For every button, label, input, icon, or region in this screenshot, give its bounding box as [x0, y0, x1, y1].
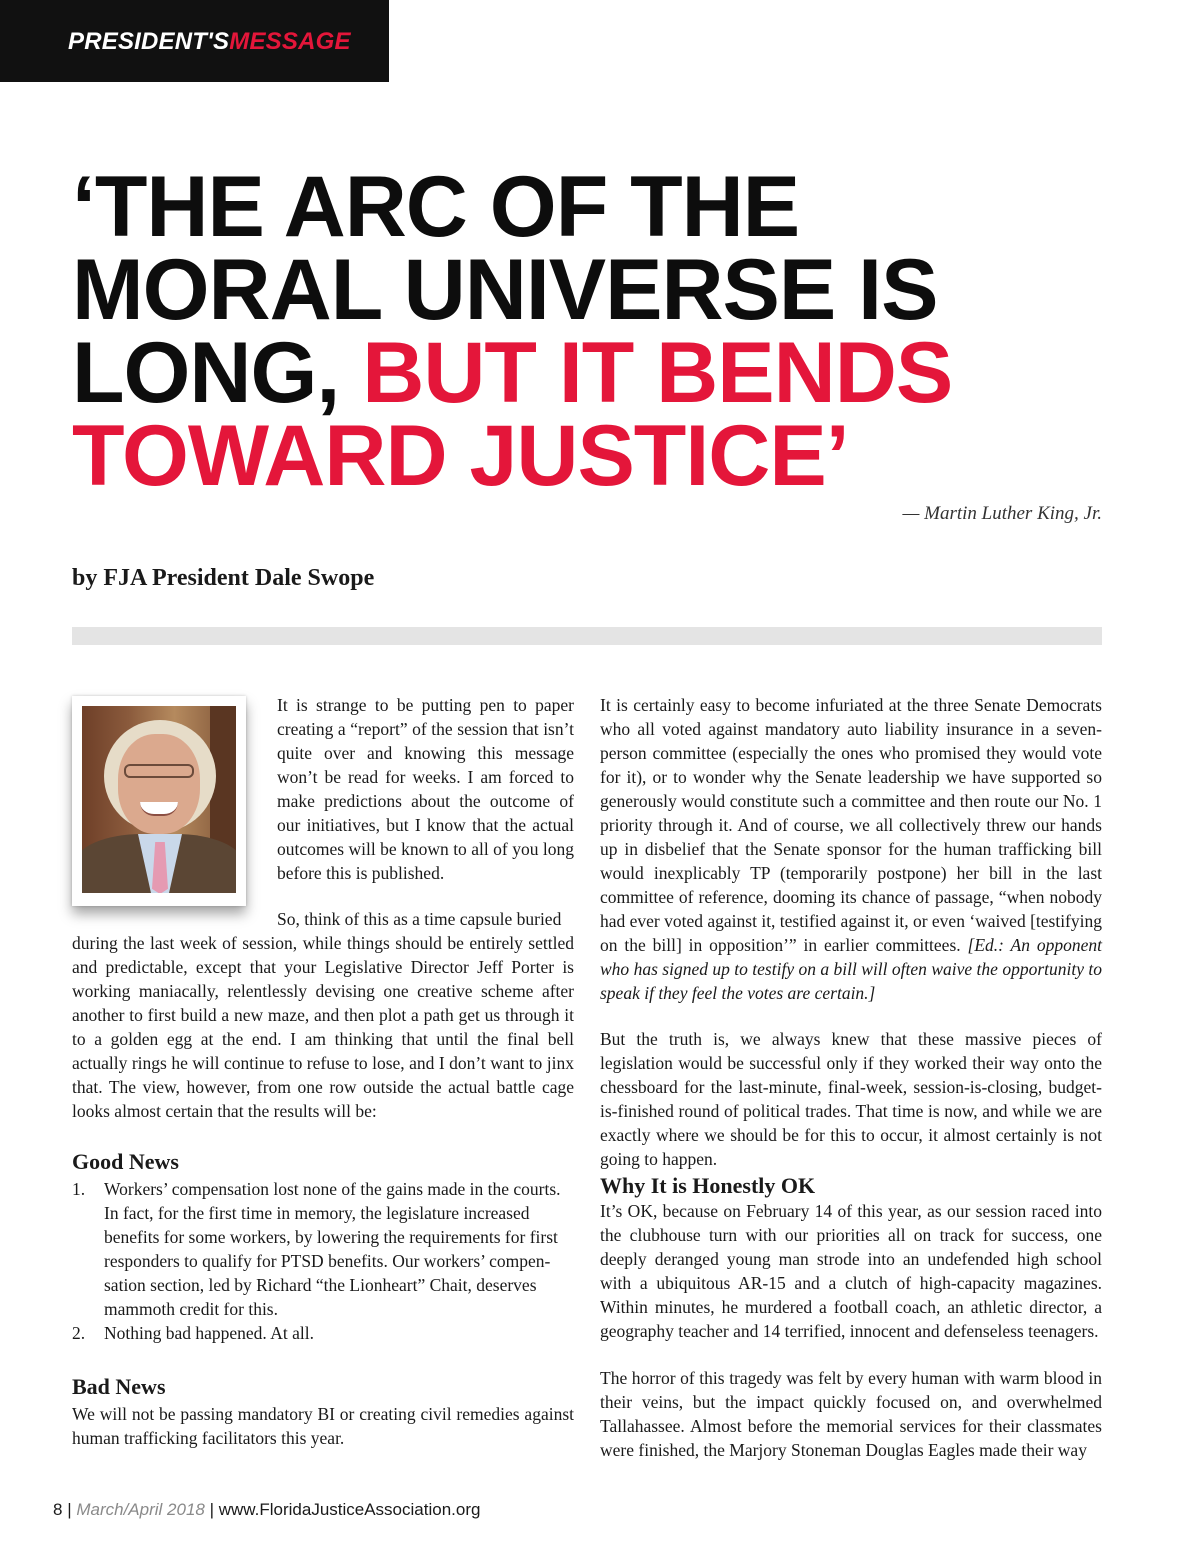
website-link[interactable]: www.FloridaJusticeAssociation.org — [218, 1500, 481, 1519]
section-label-president: PRESIDENT'S — [68, 28, 230, 55]
author-photo — [72, 696, 246, 906]
editor-note: [Ed.: An opponent who has signed up to testify on a bill will often waive the opportunity to speak if they feel the votes are certain.] — [600, 935, 1102, 1003]
list-number: 1. — [72, 1179, 86, 1199]
capsule-paragraph-lead: So, think of this as a time capsule buried — [277, 909, 562, 929]
byline: by FJA President Dale Swope — [72, 565, 375, 591]
headline — [72, 159, 1152, 504]
issue-date: March/April 2018 — [76, 1500, 205, 1519]
list-text: Nothing bad happened. At all. — [104, 1323, 314, 1343]
quote-attribution: — Martin Luther King, Jr. — [902, 503, 1102, 524]
right-paragraph-4: The horror of this tragedy was felt by every human with warm blood in their veins, but the impact quickly focused on, and overwhelmed Tallahassee. Almost before the memorial services for their classmates were finished, the Marjory Stoneman Douglas Eagles made their way — [600, 1368, 1102, 1460]
list-item — [72, 1321, 574, 1345]
divider-rule — [72, 627, 1102, 645]
page-number: 8 — [53, 1500, 63, 1519]
right-paragraph-1-text: It is certainly easy to become infuriated at the three Senate Democrats who all voted against mandatory auto liability insurance in a seven-person committee (especially the ones who promised they would vote for it), or to wonder why the Senate leadership we have supported so generously would constitute such a committee and then route our No. 1 priority through it. And of course, we all collectively threw our hands up in disbelief that the Senate sponsor for the human trafficking bill would inexplicably TP (temporarily postpone) her bill in the last committee of reference, dooming its chance of passage, “when nobody had ever voted against it, testified against it, or even ‘waived [testifying on the bill] in opposition’” in earlier committees. — [600, 695, 1102, 955]
bad-news-paragraph: We will not be passing mandatory BI or creating civil remedies against human trafficking facilitators this year. — [72, 1404, 574, 1448]
portrait-image — [82, 706, 236, 893]
page-footer — [53, 1500, 480, 1520]
headline-line-3 — [72, 325, 1152, 421]
headline-line-3-red: BUT IT BENDS — [362, 325, 953, 421]
headline-line-2: MORAL UNIVERSE IS — [72, 242, 938, 338]
section-label-message: MESSAGE — [229, 28, 351, 55]
headline-line-4: TOWARD JUSTICE’ — [72, 408, 849, 504]
good-news-heading: Good News — [72, 1149, 179, 1174]
why-ok-heading: Why It is Honestly OK — [600, 1173, 816, 1198]
right-paragraph-3: It’s OK, because on February 14 of this year, as our session raced into the clubhouse turn with our priorities all on track for success, one deeply deranged young man strode into an undefended high school with a ubiquitous AR-15 and a clutch of high-capacity magazines. Within minutes, he murdered a football coach, an athletic director, a geography teacher and 14 terrified, innocent and defenseless teenagers. — [600, 1201, 1102, 1341]
headline-line-3-black: LONG, — [72, 325, 363, 421]
list-item — [72, 1177, 574, 1321]
footer-separator-2: | — [204, 1500, 219, 1519]
bad-news-heading: Bad News — [72, 1374, 166, 1399]
right-paragraph-1 — [600, 693, 1102, 1005]
list-text: Workers’ compensation lost none of the gains made in the courts. In fact, for the first time in memory, the legislature increased benefits for some workers, by lowering the requirements for first responders to qualify for PTSD benefits. Our workers’ compen-sation section, led by Richard “the Lionheart” Chait, deserves mammoth credit for this. — [104, 1179, 561, 1319]
right-paragraph-2: But the truth is, we always knew that these massive pieces of legislation would be successful only if they worked their way onto the chessboard for the last-minute, final-week, session-is-closing, budget-is-finished round of political trades. That time is now, and while we are exactly where we should be for this to occur, it almost certainly is not going to happen. — [600, 1029, 1102, 1169]
capsule-paragraph-body: during the last week of session, while things should be entirely settled and predictable, except that your Legislative Director Jeff Porter is working maniacally, relentlessly devising one creative scheme after another to first build a new maze, and then plot a path get us through it to a golden egg at the end. I am thinking that until the final bell actually rings he will continue to refuse to lose, and I don’t want to jinx that. The view, however, from one row outside the actual battle cage looks almost certain that the results will be: — [72, 933, 574, 1121]
footer-separator: | — [62, 1500, 77, 1519]
list-number: 2. — [72, 1323, 86, 1343]
good-news-list — [72, 1177, 574, 1345]
headline-line-1: ‘THE ARC OF THE — [72, 159, 800, 255]
section-label — [68, 28, 351, 56]
intro-paragraph: It is strange to be putting pen to paper creating a “report” of the session that isn’t quite over and knowing this message won’t be read for weeks. I am forced to make predictions about the outcome of our initiatives, but I know that the actual outcomes will be known to all of you long before this is published. — [277, 695, 574, 883]
